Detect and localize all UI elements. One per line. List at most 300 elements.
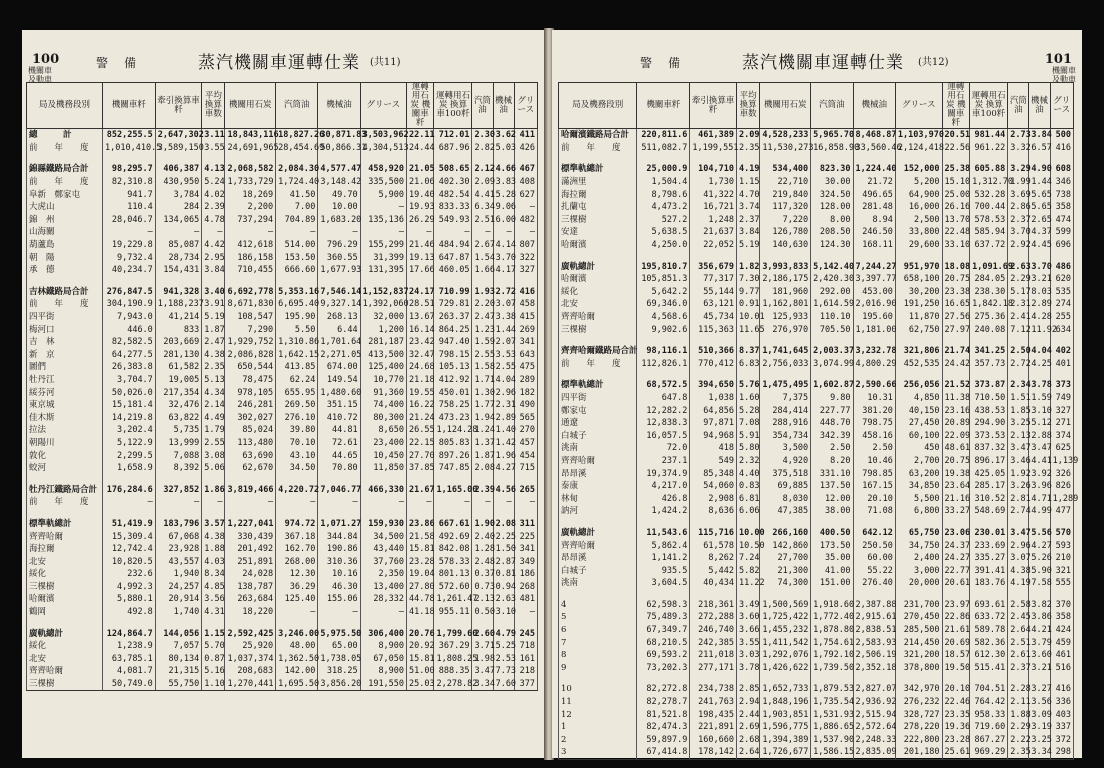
page-header: 警 備 <box>96 56 139 70</box>
table-cell: 1,270,441 <box>225 678 276 691</box>
table-cell <box>155 154 201 163</box>
table-cell: 15.81 <box>407 543 434 556</box>
table-cell: 374 <box>1050 429 1073 442</box>
table-cell: 276.10 <box>276 411 318 424</box>
table-cell: 43,557 <box>155 555 201 568</box>
table-cell: 51.00 <box>407 665 434 678</box>
table-cell <box>407 154 434 163</box>
table-cell: 22.46 <box>942 696 970 709</box>
row-label: 牡丹江 <box>27 374 103 387</box>
table-cell: 55,144 <box>690 286 737 299</box>
table-cell <box>472 154 493 163</box>
table-cell: 1,392,060 <box>360 298 406 311</box>
table-cell: 62,670 <box>225 462 276 475</box>
table-cell: 474 <box>1050 214 1073 227</box>
table-cell: 26.16 <box>942 201 970 214</box>
table-cell: 217,354 <box>155 386 201 399</box>
table-cell: 7,375 <box>760 392 811 405</box>
table-cell: 276,847.5 <box>103 286 156 299</box>
table-cell: 3,074.99 <box>811 358 853 371</box>
table-cell: 40,434 <box>690 577 737 590</box>
table-cell <box>318 474 360 483</box>
table-cell: 2.50 <box>811 442 853 455</box>
table-cell: 2.44 <box>737 708 760 721</box>
table-cell <box>895 370 942 379</box>
table-cell: 8,030 <box>760 492 811 505</box>
table-cell: 2.08 <box>472 462 493 475</box>
table-cell: 5.19 <box>737 239 760 252</box>
table-cell: 1,037,374 <box>225 653 276 666</box>
table-cell: 54,060 <box>690 480 737 493</box>
table-cell: 2,572.64 <box>853 721 895 734</box>
table-cell: 5.06 <box>202 462 225 475</box>
table-cell: 22.86 <box>942 611 970 624</box>
table-cell: 26.55 <box>407 424 434 437</box>
table-cell: 3.55 <box>202 142 225 155</box>
table-cell: 201,180 <box>895 746 942 759</box>
table-cell: 6.34 <box>472 201 493 214</box>
table-cell: 2.87 <box>493 555 514 568</box>
table-cell: 115,363 <box>690 323 737 336</box>
table-cell: 219,840 <box>760 188 811 201</box>
table-cell: — <box>103 496 156 509</box>
table-cell: 7,290 <box>225 323 276 336</box>
row-label: 1 <box>559 721 637 734</box>
table-cell <box>895 336 942 345</box>
table-cell: 549 <box>690 455 737 468</box>
table-cell <box>1050 518 1073 527</box>
table-cell: 281,187 <box>360 336 406 349</box>
table-cell: 1.44 <box>1029 176 1050 189</box>
table-cell: 10,770 <box>360 374 406 387</box>
table-cell: 705.50 <box>811 323 853 336</box>
table-cell: 2.65 <box>1029 214 1050 227</box>
page-title: 蒸汽機關車運轉仕業 <box>742 53 904 73</box>
table-cell: 1,602.87 <box>811 379 853 392</box>
table-cell: 1,188,237 <box>155 298 201 311</box>
row-label: 北安 <box>27 653 103 666</box>
table-cell: 430,950 <box>155 176 201 189</box>
table-cell: 1.59 <box>472 336 493 349</box>
table-cell <box>514 618 537 627</box>
table-cell: 65.00 <box>318 640 360 653</box>
table-cell <box>1008 518 1029 527</box>
table-cell: 718 <box>514 640 537 653</box>
table-cell: 1,010,410.5 <box>103 142 156 155</box>
table-cell: 4.85 <box>202 581 225 594</box>
table-cell: 310.36 <box>318 555 360 568</box>
table-cell <box>225 509 276 518</box>
table-cell: 234,738 <box>690 683 737 696</box>
table-cell: 3.03 <box>737 649 760 662</box>
table-cell: 448.70 <box>811 417 853 430</box>
table-cell: 377 <box>514 678 537 691</box>
table-cell: 1.50 <box>493 543 514 556</box>
table-cell: 2.08 <box>493 518 514 531</box>
table-cell: 5,353.16 <box>276 286 318 299</box>
table-cell: 627 <box>514 188 537 201</box>
table-cell: 26.29 <box>407 214 434 227</box>
table-cell: 25.61 <box>942 746 970 759</box>
row-label: 林甸 <box>559 492 637 505</box>
table-cell: 241,763 <box>690 696 737 709</box>
table-cell: 5,638.5 <box>637 226 690 239</box>
table-cell <box>942 518 970 527</box>
table-cell <box>407 509 434 518</box>
row-label: 齊齊哈爾 <box>559 539 637 552</box>
table-cell: 484.94 <box>434 239 472 252</box>
table-cell: 40,234.7 <box>103 264 156 277</box>
table-cell: 5.90 <box>1029 564 1050 577</box>
table-cell: 16,721 <box>690 201 737 214</box>
table-row <box>27 640 538 653</box>
table-cell <box>853 590 895 599</box>
table-cell: 69,346.0 <box>637 298 690 311</box>
table-cell: 153.50 <box>276 251 318 264</box>
column-header: 運轉用石炭 機關車粁 <box>942 83 970 129</box>
table-cell: 59,897.9 <box>637 734 690 747</box>
table-cell <box>407 618 434 627</box>
table-cell: 4.38 <box>202 349 225 362</box>
table-cell <box>360 154 406 163</box>
table-cell: 7.12 <box>1008 323 1029 336</box>
table-cell: 5.50 <box>276 323 318 336</box>
table-cell: 833.33 <box>434 201 472 214</box>
table-cell: 82,272.8 <box>637 683 690 696</box>
table-cell: 492.8 <box>103 606 156 619</box>
table-cell: 135,136 <box>360 214 406 227</box>
table-cell <box>760 518 811 527</box>
table-cell: 16.22 <box>407 399 434 412</box>
table-cell: 11,870 <box>895 311 942 324</box>
table-cell: 1,261.47 <box>434 593 472 606</box>
table-cell: 2,084.30 <box>276 163 318 176</box>
table-cell: 178,142 <box>690 746 737 759</box>
table-cell: 2.72 <box>1008 358 1029 371</box>
table-cell: 978,105 <box>225 386 276 399</box>
table-row <box>559 746 1074 759</box>
table-cell: 1.15 <box>202 627 225 640</box>
table-cell: 867.27 <box>970 734 1008 747</box>
table-cell: 3.78 <box>1029 379 1050 392</box>
table-cell: 20,000 <box>895 577 942 590</box>
table-cell: 0.83 <box>737 480 760 493</box>
table-cell: 5.82 <box>737 564 760 577</box>
table-cell <box>970 674 1008 683</box>
table-cell: — <box>360 226 406 239</box>
table-cell: 4,220.72 <box>276 483 318 496</box>
table-cell: 3,993,833 <box>760 260 811 273</box>
table-cell: 354,734 <box>760 429 811 442</box>
table-cell: 268 <box>514 581 537 594</box>
table-cell: — <box>225 226 276 239</box>
table-cell: 687.96 <box>434 142 472 155</box>
table-cell: 4,217.0 <box>637 480 690 493</box>
table-cell: 12.00 <box>811 492 853 505</box>
row-label <box>27 509 103 518</box>
table-row <box>27 606 538 619</box>
table-cell: 43,440 <box>360 543 406 556</box>
table-cell: 3.47 <box>1008 442 1029 455</box>
table-cell: 486 <box>1050 260 1073 273</box>
table-cell: 974.72 <box>276 518 318 531</box>
row-label: 安達 <box>559 226 637 239</box>
table-cell: 4.42 <box>202 239 225 252</box>
table-cell: 620 <box>1050 273 1073 286</box>
table-cell: 11,850 <box>360 462 406 475</box>
page-number: 100 <box>32 52 60 67</box>
row-label: 海拉爾 <box>27 543 103 556</box>
row-label: 訥河 <box>559 505 637 518</box>
table-cell: 51,419.9 <box>103 518 156 531</box>
table-cell: 10,820.5 <box>103 555 156 568</box>
table-cell: 3.70 <box>493 251 514 264</box>
table-cell: 64,900 <box>895 188 942 201</box>
table-cell: 270 <box>514 424 537 437</box>
table-cell: 50,749.0 <box>103 678 156 691</box>
table-row <box>27 176 538 189</box>
table-cell: 2.47 <box>202 336 225 349</box>
row-label: 扎蘭屯 <box>559 201 637 214</box>
table-cell: 3.19 <box>1029 721 1050 734</box>
table-cell: 373.53 <box>970 429 1008 442</box>
table-cell: 2.89 <box>493 411 514 424</box>
table-cell: 74,300 <box>760 577 811 590</box>
table-cell: 578.53 <box>970 214 1008 227</box>
table-cell: 3.25 <box>1008 417 1029 430</box>
table-row <box>27 462 538 475</box>
table-cell: 3.70 <box>1029 260 1050 273</box>
table-row <box>559 260 1074 273</box>
table-cell: 3.78 <box>737 662 760 675</box>
table-cell: 593 <box>1050 539 1073 552</box>
table-cell <box>1008 336 1029 345</box>
table-cell: — <box>493 226 514 239</box>
row-label: 6 <box>559 624 637 637</box>
row-label: 三棵樹 <box>559 323 637 336</box>
row-label: 廣軌總計 <box>559 527 637 540</box>
table-row <box>27 518 538 531</box>
table-cell: 278,220 <box>895 721 942 734</box>
table-cell: 110.4 <box>103 201 156 214</box>
table-cell: 3,856.20 <box>318 678 360 691</box>
table-cell: 232.6 <box>103 568 156 581</box>
row-label <box>559 590 637 599</box>
table-cell: 342,970 <box>895 683 942 696</box>
header-row <box>27 83 538 129</box>
row-label <box>559 251 637 260</box>
table-cell: 2.35 <box>1008 746 1029 759</box>
table-row <box>559 662 1074 675</box>
table-cell: 1,426,622 <box>760 662 811 675</box>
table-cell: 450.01 <box>434 386 472 399</box>
table-cell: 41.50 <box>276 188 318 201</box>
table-cell <box>942 251 970 260</box>
table-cell: 74,400 <box>360 399 406 412</box>
table-cell: 2,590.66 <box>853 379 895 392</box>
table-cell <box>1050 154 1073 163</box>
table-cell: 3.82 <box>1029 599 1050 612</box>
table-cell: 269.50 <box>276 399 318 412</box>
row-label: 4 <box>559 599 637 612</box>
table-cell: 801.13 <box>434 568 472 581</box>
table-cell: 5,642.2 <box>637 286 690 299</box>
table-cell: 105.13 <box>434 361 472 374</box>
table-row <box>27 678 538 691</box>
row-label: 前 年 度 <box>559 358 637 371</box>
table-cell: 1.85 <box>1008 404 1029 417</box>
row-label: 三棵樹 <box>27 581 103 594</box>
table-cell <box>472 509 493 518</box>
table-cell: 481 <box>514 593 537 606</box>
table-cell: 3.49 <box>737 599 760 612</box>
table-cell: 16,858.90 <box>811 142 853 155</box>
table-cell: 9,327.14 <box>318 298 360 311</box>
table-cell: 19.50 <box>942 662 970 675</box>
table-cell: 211,018 <box>690 649 737 662</box>
table-cell: — <box>472 226 493 239</box>
table-cell: 21.18 <box>407 374 434 387</box>
row-label: 敦化 <box>27 449 103 462</box>
table-cell: 275.36 <box>970 311 1008 324</box>
table-cell: 81,521.8 <box>637 708 690 721</box>
table-row <box>559 721 1074 734</box>
table-cell: 3.70 <box>1008 226 1029 239</box>
table-cell: 23.64 <box>942 480 970 493</box>
table-cell: 4,473.2 <box>637 201 690 214</box>
table-cell: 21,637 <box>690 226 737 239</box>
table-row <box>27 201 538 214</box>
table-cell: 2.11 <box>1008 696 1029 709</box>
table-cell: 416 <box>1050 142 1073 155</box>
table-cell: 9.80 <box>811 392 853 405</box>
table-row <box>27 424 538 437</box>
row-label: 廣軌總計 <box>27 627 103 640</box>
table-cell: 458.16 <box>853 429 895 442</box>
table-cell: 3.25 <box>1029 734 1050 747</box>
table-cell: 327 <box>1050 404 1073 417</box>
table-cell: 798.85 <box>853 467 895 480</box>
table-cell: 263.37 <box>434 311 472 324</box>
table-cell: 346 <box>1050 176 1073 189</box>
table-cell: 2.50 <box>1008 345 1029 358</box>
table-cell: 41,322 <box>690 188 737 201</box>
table-cell: 15,309.4 <box>103 530 156 543</box>
table-cell: 3.84 <box>202 264 225 277</box>
table-cell: 358 <box>1050 201 1073 214</box>
table-row <box>559 552 1074 565</box>
table-cell <box>1008 590 1029 599</box>
table-cell: 1,929,752 <box>225 336 276 349</box>
table-cell: 466,330 <box>360 483 406 496</box>
table-cell: 3.83 <box>493 176 514 189</box>
table-cell: 3.11 <box>202 129 225 142</box>
page-title: 蒸汽機關車運轉仕業 <box>198 53 360 73</box>
table-cell: 40,150 <box>895 404 942 417</box>
table-cell: 1,677.93 <box>318 264 360 277</box>
table-cell: 94,968 <box>690 429 737 442</box>
table-cell: 1,292,076 <box>760 649 811 662</box>
table-cell: 34.50 <box>276 462 318 475</box>
table-cell: 381.20 <box>853 404 895 417</box>
table-row <box>559 273 1074 286</box>
table-cell: 2.96 <box>493 386 514 399</box>
table-cell: 426.8 <box>637 492 690 505</box>
table-cell: 1.60 <box>737 392 760 405</box>
table-cell: 27.70 <box>407 449 434 462</box>
table-cell: 19.38 <box>942 467 970 480</box>
table-cell: 3.84 <box>737 226 760 239</box>
table-cell: 3.27 <box>1029 683 1050 696</box>
table-cell: 5,900 <box>360 188 406 201</box>
table-cell: 15,181.4 <box>103 399 156 412</box>
table-cell: 245 <box>514 627 537 640</box>
table-cell: 2.35 <box>202 361 225 374</box>
table-row <box>559 539 1074 552</box>
table-cell: 68,572.5 <box>637 379 690 392</box>
table-cell: 1,842.18 <box>970 298 1008 311</box>
table-cell: 2.55 <box>472 349 493 362</box>
row-label: 朝陽川 <box>27 437 103 450</box>
table-cell: 238.30 <box>970 286 1008 299</box>
table-cell: 373.87 <box>970 379 1008 392</box>
table-cell: 21,300 <box>760 564 811 577</box>
column-header: 運轉用石炭 機關車粁 <box>407 83 434 129</box>
table-cell: 19.93 <box>407 201 434 214</box>
table-cell: 33.10 <box>942 239 970 252</box>
table-cell: 4.04 <box>1029 345 1050 358</box>
table-cell: 3,148.42 <box>318 176 360 189</box>
table-cell <box>895 674 942 683</box>
table-cell: — <box>225 496 276 509</box>
table-cell: 5.03 <box>493 142 514 155</box>
table-cell: 674.00 <box>318 361 360 374</box>
table-cell: 981.44 <box>970 129 1008 142</box>
table-cell: 0.94 <box>493 581 514 594</box>
table-cell: 549.93 <box>434 214 472 227</box>
table-cell: 2.35 <box>737 142 760 155</box>
table-cell <box>760 251 811 260</box>
table-cell: 458,920 <box>360 163 406 176</box>
table-cell: — <box>407 226 434 239</box>
table-cell: 941.7 <box>103 188 156 201</box>
table-cell: 302,027 <box>225 411 276 424</box>
table-cell: — <box>155 226 201 239</box>
table-cell <box>472 618 493 627</box>
table-cell: 44.81 <box>318 424 360 437</box>
table-cell: 138,787 <box>225 581 276 594</box>
table-cell: 22.77 <box>942 564 970 577</box>
table-cell: 69,593.2 <box>637 649 690 662</box>
table-cell: 11.92 <box>1029 323 1050 336</box>
table-row <box>559 214 1074 227</box>
table-cell: 19.36 <box>942 721 970 734</box>
table-cell: 8,900 <box>360 640 406 653</box>
table-cell: 2.40 <box>472 530 493 543</box>
table-cell: 70.10 <box>276 437 318 450</box>
table-cell: 10,450 <box>360 449 406 462</box>
table-cell: 1.54 <box>472 251 493 264</box>
table-cell: 12,282.2 <box>637 404 690 417</box>
table-cell: 2.31 <box>1008 298 1029 311</box>
table-cell: 183,796 <box>155 518 201 531</box>
row-label: 鶴岡 <box>27 606 103 619</box>
table-cell: — <box>514 606 537 619</box>
table-cell: 7.08 <box>737 417 760 430</box>
table-cell: 3.84 <box>1029 129 1050 142</box>
table-cell <box>225 154 276 163</box>
table-cell: 3.07 <box>493 298 514 311</box>
